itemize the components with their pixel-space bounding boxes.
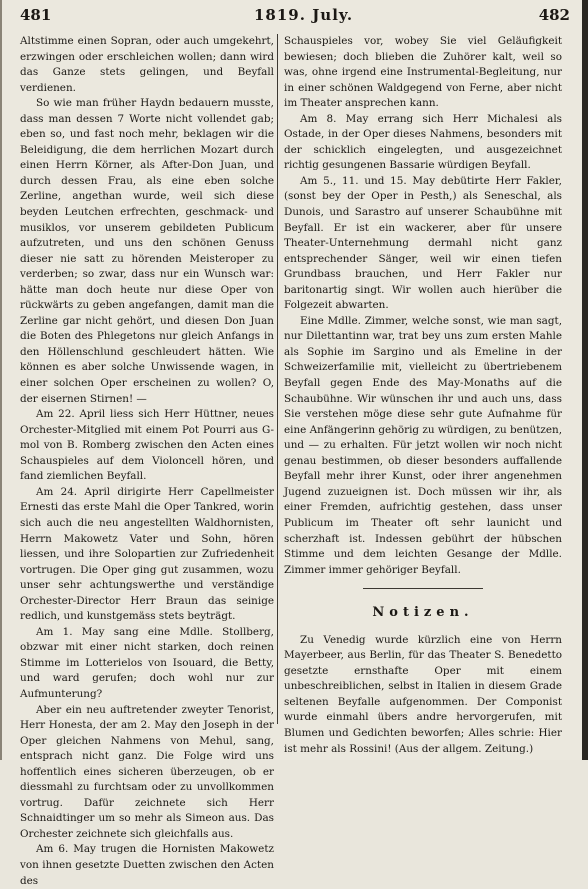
right-column xyxy=(284,34,562,757)
paragraph: Aber ein neu auftretender zweyter Tenorist, Herr Honesta, der am 2. May den Joseph in der Oper gleichen Nahmens von Mehul, sang, entsprach nicht ganz. Die Folge wird uns hoffentlich eines sicheren überzeugen, ob er diessmahl zu furchtsam oder zu unvollkommen vortrug. Dafür zeichnete sich Herr Schnaidtinger um so mehr als Simeon aus. Das Orchester zeichnete sich gleichfalls aus. xyxy=(20,703,274,840)
paragraph: Am 6. May trugen die Hornisten Makowetz von ihnen gesetzte Duetten zwischen den Acten des xyxy=(20,843,274,887)
section-divider xyxy=(363,588,483,589)
paragraph: Am 24. April dirigirte Herr Capellmeister Ernesti das erste Mahl die Oper Tankred, worin sich auch die neu angestellten Waldhornisten, Herrn Makowetz Vater und Sohn, hören liessen, und ihre Solopartien zur Zufriedenheit vortrugen. Die Oper ging gut zusammen, wozu unser sehr achtungswerthe und verständige Orchester-Director Herr Braun das seinige redlich, und kunstgemäss stets beyträgt. xyxy=(20,485,274,623)
page-number-left: 481 xyxy=(20,6,52,24)
running-title: 1819. July. xyxy=(254,6,354,24)
paragraph: Am 8. May errang sich Herr Michalesi als Ostade, in der Oper dieses Nahmens, besonders mit der schicklich eingelegten, und ausgezeichnet richtig gesungenen Bassarie würdigen Beyfall. xyxy=(284,112,562,172)
column-divider xyxy=(277,34,278,724)
notices-heading: Notizen. xyxy=(372,605,474,621)
paragraph: Am 5., 11. und 15. May debütirte Herr Fakler, (sonst bey der Oper in Pesth,) als Seneschal, als Dunois, und Sarastro auf unserer Schaubühne mit Beyfall. Er ist ein wackerer, aber für unsere Theater-Unternehmung dermahl nicht ganz entsprechender Sänger, weil wir einen tiefen Grundbass brauchen, und Herr Fakler nur baritonartig singt. Wir wollen auch hierüber die Folgezeit abwarten. xyxy=(284,174,562,312)
paragraph: So wie man früher Haydn bedauern musste, dass man dessen 7 Worte nicht vollendet gab; eben so, und fast noch mehr, beklagen wir die Beleidigung, die dem herrlichen Mozart durch einen Herrn Körner, als After-Don Juan, und durch dessen Frau, als eine eben solche Zerline, angethan wurde, weil sich diese beyden Leutchen erfrechten, geschmack- und musiklos, vor unserem gebildeten Publicum aufzutreten, und uns den schönen Genuss dieser nie satt zu hörenden Meisteroper zu verderben; so zwar, dass nur ein Wunsch war: hätte man doch heute nur diese Oper von rückwärts zu geben angefangen, damit man die Zerline gar nicht gehört, und diesen Don Juan die Boten des Phlegetons nur gleich Anfangs in den Höllenschlund geschleudert hätten. Wie können es aber solche Unwissende wagen, in einer solchen Oper erscheinen zu wollen? O, der eisernen Stirnen! — xyxy=(20,97,274,405)
notices-paragraph: Zu Venedig wurde kürzlich eine von Herrn Mayerbeer, aus Berlin, für das Theater S. Benedetto gesetzte ernsthafte Oper mit einem unbeschreiblichen, selbst in Italien in diesem Grade seltenen Beyfalle aufgenommen. Der Componist wurde einmahl übers andre hervorgerufen, mit Blumen und Gedichten beworfen; Alles schrie: Hier ist mehr als Rossini! (Aus der allgem. Zeitung.) xyxy=(284,633,562,755)
page-number-right: 482 xyxy=(538,6,570,24)
paragraph: Am 22. April liess sich Herr Hüttner, neues Orchester-Mitglied mit einem Pot Pourri aus G-mol von B. Romberg zwischen den Acten eines Schauspieles auf dem Violoncell hören, und fand ziemlichen Beyfall. xyxy=(20,408,274,483)
paragraph: Altstimme einen Sopran, oder auch umgekehrt, erzwingen oder erschleichen wollen; dann wird das Ganze stets gelingen, und Beyfall verdienen. xyxy=(20,35,274,94)
paragraph: Am 1. May sang eine Mdlle. Stollberg, obzwar mit einer nicht starken, doch reinen Stimme im Lotterielos von Isouard, die Betty, und ward gerufen; doch wohl nur zur Aufmunterung? xyxy=(20,625,274,700)
page-header xyxy=(14,6,570,36)
left-column xyxy=(20,34,274,889)
paragraph: Schauspieles vor, wobey Sie viel Geläufigkeit bewiesen; doch blieben die Zuhörer kalt, weil so was, ohne irgend eine Instrumental-Begleitung, nur in einer schönen Waldgegend von Ferne, aber nicht im Theater ansprechen kann. xyxy=(284,35,562,110)
paragraph: Eine Mdlle. Zimmer, welche sonst, wie man sagt, nur Dilettantinn war, trat bey uns zum ersten Mahle als Sophie im Sargino und als Emeline in der Schweizerfamilie mit, vielleicht zu übertriebenem Beyfall gegen Ende des May-Monaths auf die Schaubühne. Wir wünschen ihr und auch uns, dass Sie verstehen möge diese sehr gute Aufnahme für eine Anfängerinn gehörig zu würdigen, zu benützen, und — zu erhalten. Für jetzt wollen wir noch nicht genau bestimmen, ob dieser besonders auffallende Beyfall mehr ihrer Kunst, oder ihrer angenehmen Jugend zuzueignen ist. Doch müssen wir ihr, als einer Fremden, aufrichtig gestehen, dass unser Publicum im Theater oft sehr launicht und scherzhaft ist. Indessen gebührt der hübschen Stimme und dem leichten Gesange der Mdlle. Zimmer immer gehöriger Beyfall. xyxy=(284,314,562,576)
